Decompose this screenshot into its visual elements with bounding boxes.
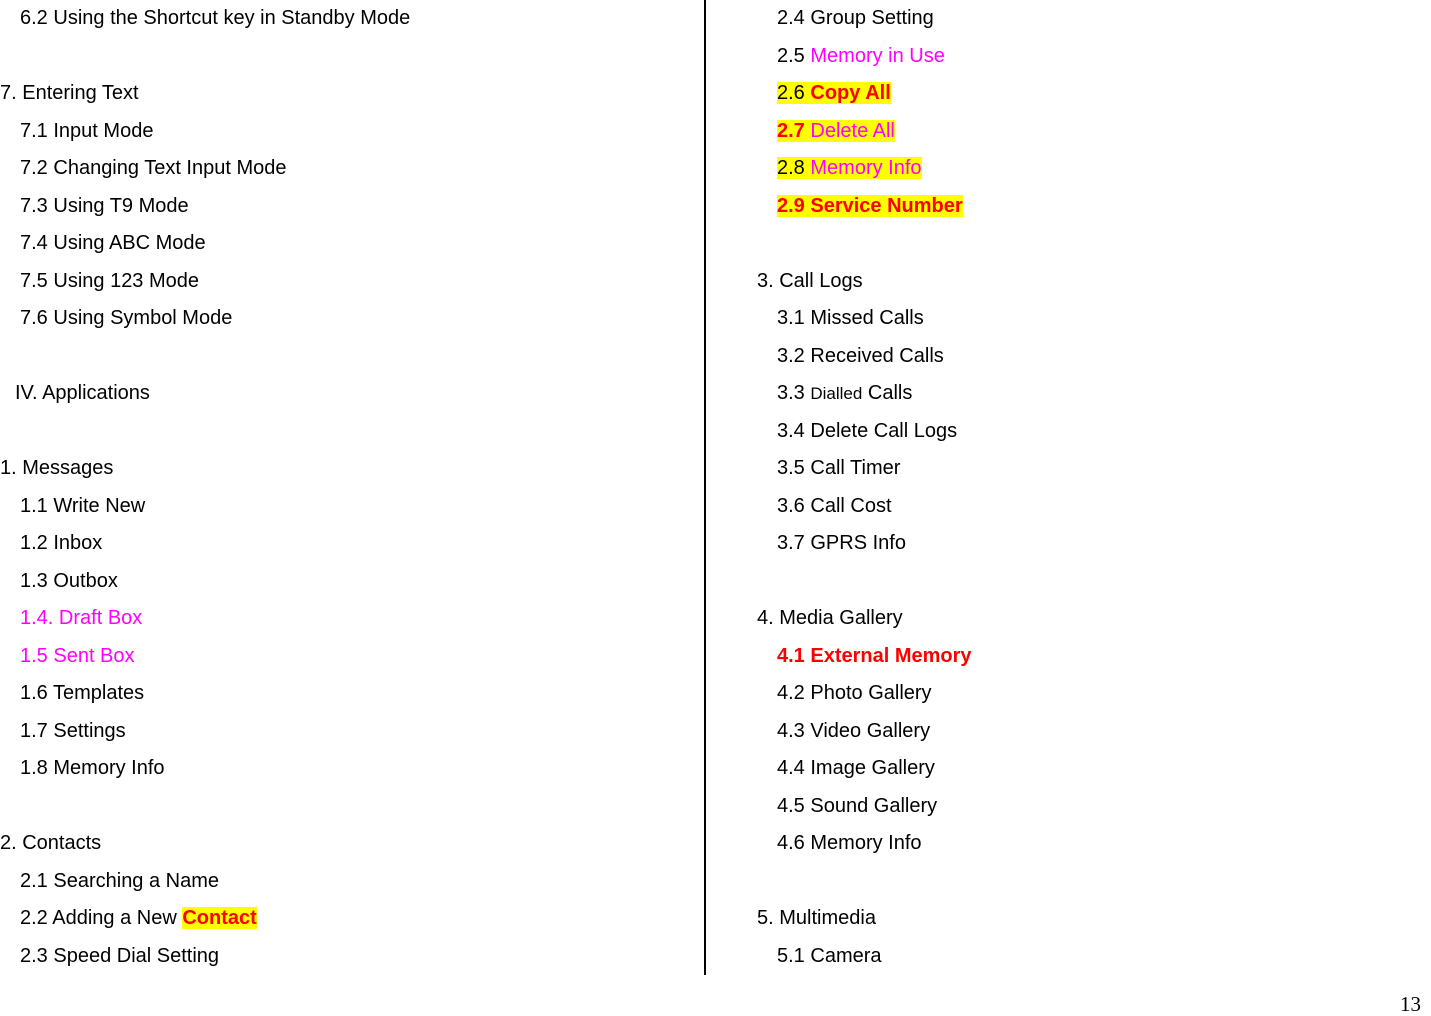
chapter-title: 2. Contacts: [0, 832, 102, 854]
item-number: 2.7: [777, 119, 805, 142]
item-number: 1.2: [20, 532, 48, 554]
toc-item: [0, 300, 700, 338]
item-title-word: Dialled: [810, 384, 863, 403]
toc-item: [757, 188, 1417, 226]
highlighted-entry: [777, 157, 922, 179]
item-number: 7.1: [20, 119, 48, 142]
toc-item: [757, 75, 1417, 113]
item-title: Templates: [53, 682, 145, 704]
item-number: 7.3: [20, 194, 48, 217]
item-title: Memory Info: [53, 757, 165, 779]
toc-item: [757, 150, 1417, 188]
chapter-heading: [757, 900, 1417, 938]
item-number: 6.2: [20, 7, 48, 29]
toc-item: [0, 225, 700, 263]
item-number: 2.1: [20, 869, 48, 892]
item-title: Memory Info: [810, 157, 922, 179]
item-title: Video Gallery: [810, 719, 931, 742]
item-title: Using 123 Mode: [53, 269, 200, 292]
item-full-title: 1.5 Sent Box: [20, 644, 135, 667]
toc-right-column: [757, 0, 1417, 975]
item-number: 4.4: [777, 757, 805, 779]
item-title: Call Cost: [810, 494, 892, 517]
chapter-heading: [757, 600, 1417, 638]
item-title: Using T9 Mode: [53, 194, 189, 217]
toc-item: [0, 113, 700, 151]
item-number: 4.2: [777, 682, 805, 704]
toc-item: [757, 38, 1417, 76]
item-title: Speed Dial Setting: [53, 944, 220, 967]
chapter-title: 7. Entering Text: [0, 82, 139, 104]
blank-line: [757, 225, 1417, 263]
toc-item: [0, 0, 700, 38]
item-number: 1.1: [20, 494, 48, 517]
item-full-title: 1.4. Draft Box: [20, 607, 143, 629]
chapter-heading: [0, 450, 700, 488]
item-number: 2.5: [777, 44, 805, 67]
chapter-title: 3. Call Logs: [757, 269, 863, 292]
blank-line: [757, 863, 1417, 901]
item-number: 2.6: [777, 82, 805, 104]
item-number: 3.4: [777, 419, 805, 442]
blank-line: [757, 563, 1417, 601]
part-heading: [0, 375, 700, 413]
item-number: 7.2: [20, 157, 48, 179]
toc-item: [0, 150, 700, 188]
toc-item: [757, 750, 1417, 788]
item-title: Changing Text Input Mode: [53, 157, 287, 179]
toc-item: [757, 413, 1417, 451]
toc-item: [757, 788, 1417, 826]
item-number: 3.6: [777, 494, 805, 517]
item-number: 1.7: [20, 719, 48, 742]
toc-item: [757, 713, 1417, 751]
blank-line: [0, 788, 700, 826]
item-full-title: 4.1 External Memory: [777, 644, 972, 667]
item-title: Missed Calls: [810, 307, 924, 329]
toc-item: [757, 0, 1417, 38]
chapter-heading: [0, 825, 700, 863]
item-title: Call Timer: [810, 457, 901, 479]
chapter-heading: [757, 263, 1417, 301]
toc-item: [757, 938, 1417, 976]
item-title: Settings: [53, 719, 126, 742]
item-title: Input Mode: [53, 119, 154, 142]
item-title: Using ABC Mode: [53, 232, 206, 254]
item-number: 4.3: [777, 719, 805, 742]
toc-item: [757, 450, 1417, 488]
item-title: Received Calls: [810, 344, 944, 367]
highlighted-entry: [777, 120, 895, 142]
toc-item: [757, 375, 1417, 413]
chapter-title: 5. Multimedia: [757, 907, 876, 929]
blank-line: [0, 38, 700, 76]
item-number: 1.3: [20, 569, 48, 592]
item-title: GPRS Info: [810, 532, 906, 554]
part-title: IV. Applications: [15, 382, 150, 404]
toc-item: [757, 300, 1417, 338]
toc-item: [0, 488, 700, 526]
item-title: Inbox: [53, 532, 103, 554]
item-title: Image Gallery: [810, 757, 935, 779]
toc-item-revised: [757, 638, 1417, 676]
item-title: Memory Info: [810, 832, 922, 854]
toc-item: [0, 750, 700, 788]
item-title: Group Setting: [810, 7, 934, 29]
item-title-prefix: 2.2 Adding a New: [20, 907, 183, 929]
toc-item: [757, 825, 1417, 863]
toc-item: [0, 713, 700, 751]
item-title: Copy All: [810, 82, 891, 104]
toc-item: [757, 113, 1417, 151]
item-number: 1.8: [20, 757, 48, 779]
chapter-heading: [0, 75, 700, 113]
item-number: 2.3: [20, 944, 48, 967]
item-number: 7.4: [20, 232, 48, 254]
item-title: Delete Call Logs: [810, 419, 958, 442]
toc-item: [0, 263, 700, 301]
item-title: Using the Shortcut key in Standby Mode: [53, 7, 411, 29]
highlighted-word: Contact: [182, 907, 257, 929]
toc-item: [0, 938, 700, 976]
toc-item: [0, 863, 700, 901]
item-title: Searching a Name: [53, 869, 220, 892]
item-title: Using Symbol Mode: [53, 307, 233, 329]
highlighted-entry: 2.9 Service Number: [777, 194, 963, 217]
toc-item-revised: [0, 638, 700, 676]
toc-item: [757, 525, 1417, 563]
item-title: Photo Gallery: [810, 682, 932, 704]
toc-item: [757, 675, 1417, 713]
item-number: 7.5: [20, 269, 48, 292]
toc-item-revised: [0, 600, 700, 638]
item-title: Outbox: [53, 569, 118, 592]
item-number: 5.1: [777, 944, 805, 967]
toc-item: [0, 675, 700, 713]
item-title: Delete All: [810, 119, 895, 142]
item-number: 1.6: [20, 682, 48, 704]
toc-item: [0, 563, 700, 601]
item-title: Sound Gallery: [810, 794, 938, 817]
column-divider: [704, 0, 706, 975]
toc-left-column: [0, 0, 700, 975]
item-number: 7.6: [20, 307, 48, 329]
toc-item: [0, 900, 700, 938]
highlighted-entry: [777, 82, 891, 104]
page-number: 13: [1400, 992, 1421, 1016]
item-number: 4.5: [777, 794, 805, 817]
item-title: Write New: [53, 494, 146, 517]
item-title: Camera: [810, 944, 882, 967]
item-number: 3.2: [777, 344, 805, 367]
item-number: 3.5: [777, 457, 805, 479]
toc-item: [0, 525, 700, 563]
item-number: 3.7: [777, 532, 805, 554]
toc-item: [0, 188, 700, 226]
item-number: 2.4: [777, 7, 805, 29]
item-number: 2.8: [777, 157, 805, 179]
item-title: Memory in Use: [810, 44, 945, 67]
item-number: 3.3: [777, 382, 805, 404]
toc-item: [757, 488, 1417, 526]
blank-line: [0, 413, 700, 451]
toc-item: [757, 338, 1417, 376]
chapter-title: 4. Media Gallery: [757, 607, 903, 629]
blank-line: [0, 338, 700, 376]
item-number: 4.6: [777, 832, 805, 854]
item-number: 3.1: [777, 307, 805, 329]
chapter-title: 1. Messages: [0, 457, 114, 479]
item-title-word: Calls: [867, 382, 913, 404]
